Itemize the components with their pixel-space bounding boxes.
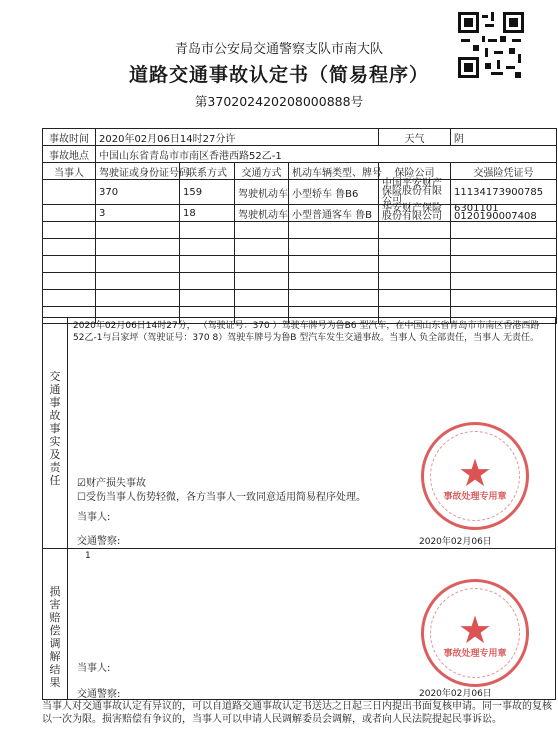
party-signature-label: 当事人: (77, 663, 111, 674)
star-icon: ★ (457, 608, 493, 652)
column-header: 当事人 (43, 163, 96, 180)
seal-text: 事故处理专用章 (443, 649, 507, 659)
weather-value: 阴 (451, 129, 557, 146)
seal-text: 事故处理专用章 (443, 492, 507, 502)
section-label-cell (43, 549, 68, 699)
party-phone: 159 (180, 180, 235, 205)
official-seal (421, 422, 529, 530)
party-name (43, 180, 96, 205)
party-id: 3 (96, 205, 180, 222)
section-label: 交通事故事实及责任 (49, 370, 61, 487)
empty-row (43, 222, 557, 239)
time-label: 事故时间 (43, 129, 96, 146)
footer-notice: 当事人对交通事故认定有异议的，可以自道路交通事故认定书送达之日起三日内提出书面复核申请。同一事故的复核以一次为限。损害赔偿有争议的，当事人可以申请人民调解委员会调解，或者向人民法院提起民事诉讼。 (42, 701, 552, 725)
sign-date: 2020年02月06日 (419, 537, 492, 547)
compensation-section (42, 548, 556, 700)
place-label: 事故地点 (43, 146, 96, 163)
column-header: 机动车辆类型、牌号 (289, 163, 379, 180)
option-property-loss: ☑财产损失事故 (77, 478, 146, 489)
star-icon: ★ (457, 451, 493, 495)
party-transport: 驾驶机动车 (235, 205, 289, 222)
compensation-content: 1 (85, 551, 91, 561)
party-insurer: 华安财产保险股份有限公司 (379, 205, 451, 222)
party-phone: 18 (180, 205, 235, 222)
officer-signature-label: 交通警察: (77, 536, 121, 547)
document-number: 第370202420208000888号 (194, 94, 364, 109)
party-transport: 驾驶机动车 (235, 180, 289, 205)
party-signature-label: 当事人: (77, 512, 111, 523)
sign-date: 2020年02月06日 (419, 689, 492, 699)
party-id: 370 (96, 180, 180, 205)
party-policy: 11134173900785 (451, 180, 557, 205)
column-header: 保险公司 (379, 163, 451, 180)
document-title: 道路交通事故认定书（简易程序） (128, 64, 429, 86)
party-vehicle: 小型普通客车 鲁B (289, 205, 379, 222)
column-header: 交通方式 (235, 163, 289, 180)
qr-code-icon (458, 12, 524, 78)
time-value: 2020年02月06日14时27分许 (96, 129, 379, 146)
section-label-cell (43, 318, 68, 548)
party-name (43, 205, 96, 222)
column-header: 联系方式 (180, 163, 235, 180)
accident-facts-section (42, 317, 556, 549)
column-header: 交强险凭证号 (451, 163, 557, 180)
place-value: 中国山东省青岛市市南区香港西路52乙-1 (96, 146, 557, 163)
table-row (43, 180, 557, 205)
empty-row (43, 290, 557, 307)
section-label: 损害赔偿调解结果 (49, 585, 61, 689)
party-vehicle: 小型轿车 鲁B6 (289, 180, 379, 205)
agency-name: 青岛市公安局交通警察支队市南大队 (174, 42, 383, 57)
option-minor-injury: ☐受伤当事人伤势轻微，各方当事人一致同意适用简易程序处理。 (77, 492, 366, 503)
empty-row (43, 273, 557, 290)
empty-row (43, 256, 557, 273)
party-header-row (43, 163, 557, 180)
column-header: 驾驶证或身份证号码 (96, 163, 180, 180)
party-insurer: 中国平安财产保险股份有限公司 (379, 180, 451, 205)
empty-row (43, 239, 557, 256)
party-policy: 6301101 0120190007408 (451, 205, 557, 222)
weather-label: 天气 (379, 129, 451, 146)
official-seal (421, 579, 529, 687)
fact-text: 2020年02月06日14时27分， （驾驶证号：370 ）驾驶车牌号为鲁B6 型汽车，在中国山东省青岛市市南区香港西路52乙-1与吕家坪（驾驶证号：370 8）驾驶车牌号为鲁B 型汽车发生交通事故。当事人 负全部责任，当事人 无责任。 (73, 321, 540, 343)
table-row (43, 205, 557, 222)
officer-signature-label: 交通警察: (77, 689, 121, 700)
accident-info-table (42, 128, 557, 324)
